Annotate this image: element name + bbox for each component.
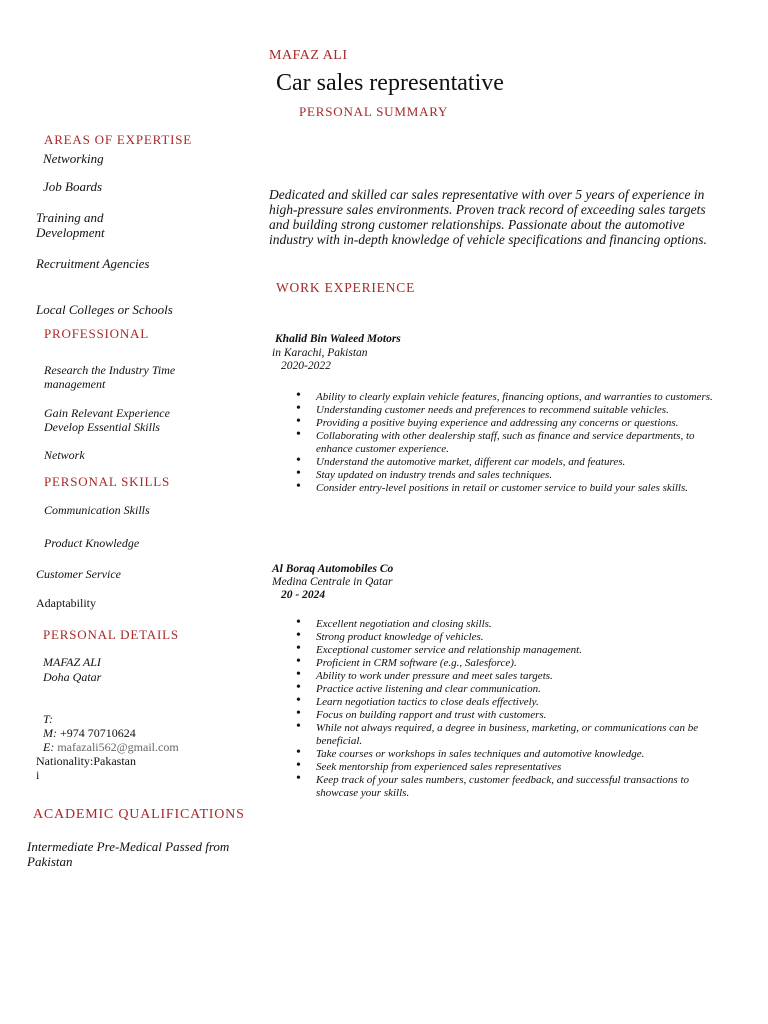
list-item: • Seek mentorship from experienced sales representatives (296, 761, 726, 774)
details-email[interactable]: mafazali562@gmail.com (57, 740, 179, 754)
work-experience-heading: WORK EXPERIENCE (276, 280, 416, 295)
expertise-item: Training and Development (36, 210, 105, 240)
list-item: • Collaborating with other dealership staff, such as finance and service departments, to enhance customer experience. (296, 430, 726, 456)
details-nationality: Nationality:Pakastan (36, 754, 136, 768)
resume-name: MAFAZ ALI (269, 48, 348, 63)
list-item: • Excellent negotiation and closing skills. (296, 618, 726, 631)
job-company: Al Boraq Automobiles Co (272, 563, 394, 575)
academic-text: Intermediate Pre-Medical Passed from Pakistan (27, 839, 230, 869)
areas-of-expertise-heading: AREAS OF EXPERTISE (44, 132, 192, 147)
job-location: Medina Centrale in Qatar (272, 576, 393, 588)
list-item: • Providing a positive buying experience and addressing any concerns or questions. (296, 417, 726, 430)
personal-details-heading: PERSONAL DETAILS (43, 627, 179, 642)
expertise-item: Networking (43, 151, 104, 166)
details-m-label: M: (43, 726, 57, 740)
details-location: Doha Qatar (43, 670, 102, 684)
job-duties-list (296, 391, 726, 495)
expertise-item: Job Boards (43, 179, 103, 194)
details-phone-row (43, 726, 136, 741)
skill-item: Communication Skills (44, 503, 150, 517)
list-item: • Stay updated on industry trends and sales techniques. (296, 469, 726, 482)
summary-heading: PERSONAL SUMMARY (299, 104, 449, 119)
skill-item: Adaptability (36, 596, 96, 610)
list-item: • Ability to work under pressure and meet sales targets. (296, 670, 726, 683)
list-item: • Understand the automotive market, different car models, and features. (296, 456, 726, 469)
personal-skills-heading: PERSONAL SKILLS (44, 474, 171, 489)
job-location: in Karachi, Pakistan (272, 347, 368, 359)
list-item: • Practice active listening and clear communication. (296, 683, 726, 696)
list-item: • Exceptional customer service and relationship management. (296, 644, 726, 657)
list-item: • Take courses or workshops in sales techniques and automotive knowledge. (296, 748, 726, 761)
list-item: • Keep track of your sales numbers, customer feedback, and successful transactions to showcase your skills. (296, 774, 726, 800)
professional-item: Gain Relevant Experience Develop Essential Skills (44, 406, 170, 434)
academic-heading: ACADEMIC QUALIFICATIONS (33, 807, 245, 822)
list-item: • Focus on building rapport and trust with customers. (296, 709, 726, 722)
list-item: • Understanding customer needs and preferences to recommend suitable vehicles. (296, 404, 726, 417)
professional-heading: PROFESSIONAL (44, 326, 149, 341)
details-name: MAFAZ ALI (43, 655, 101, 669)
job-duties-list (296, 618, 726, 800)
details-phone: +974 70710624 (60, 726, 136, 740)
skill-item: Customer Service (36, 567, 121, 581)
expertise-item: Recruitment Agencies (36, 256, 150, 271)
details-email-row (43, 740, 179, 755)
job-years: 2020-2022 (281, 360, 331, 372)
list-item: • Ability to clearly explain vehicle features, financing options, and warranties to customers. (296, 391, 726, 404)
summary-text: Dedicated and skilled car sales representative with over 5 years of experience in high-pressure sales environments. Proven track record of exceeding sales targets and building strong customer relationships. Passionate about the automotive industry with in-depth knowledge of vehicle specifications and financing options. (269, 187, 707, 247)
details-e-label: E: (43, 740, 55, 754)
list-item: • Consider entry-level positions in retail or customer service to build your sales skills. (296, 482, 726, 495)
job-years: 20 - 2024 (281, 589, 326, 601)
list-item: • Strong product knowledge of vehicles. (296, 631, 726, 644)
skill-item: Product Knowledge (44, 536, 140, 550)
professional-item: Research the Industry Time management (44, 363, 176, 391)
list-item: • While not always required, a degree in business, marketing, or communications can be beneficial. (296, 722, 726, 748)
professional-item: Network (44, 448, 85, 462)
list-item: • Proficient in CRM software (e.g., Salesforce). (296, 657, 726, 670)
details-stray-text: i (36, 768, 40, 782)
job-title: Car sales representative (276, 70, 504, 96)
details-t-label: T: (43, 712, 54, 726)
expertise-item: Local Colleges or Schools (36, 302, 173, 317)
list-item: • Learn negotiation tactics to close deals effectively. (296, 696, 726, 709)
job-company: Khalid Bin Waleed Motors (275, 333, 401, 345)
